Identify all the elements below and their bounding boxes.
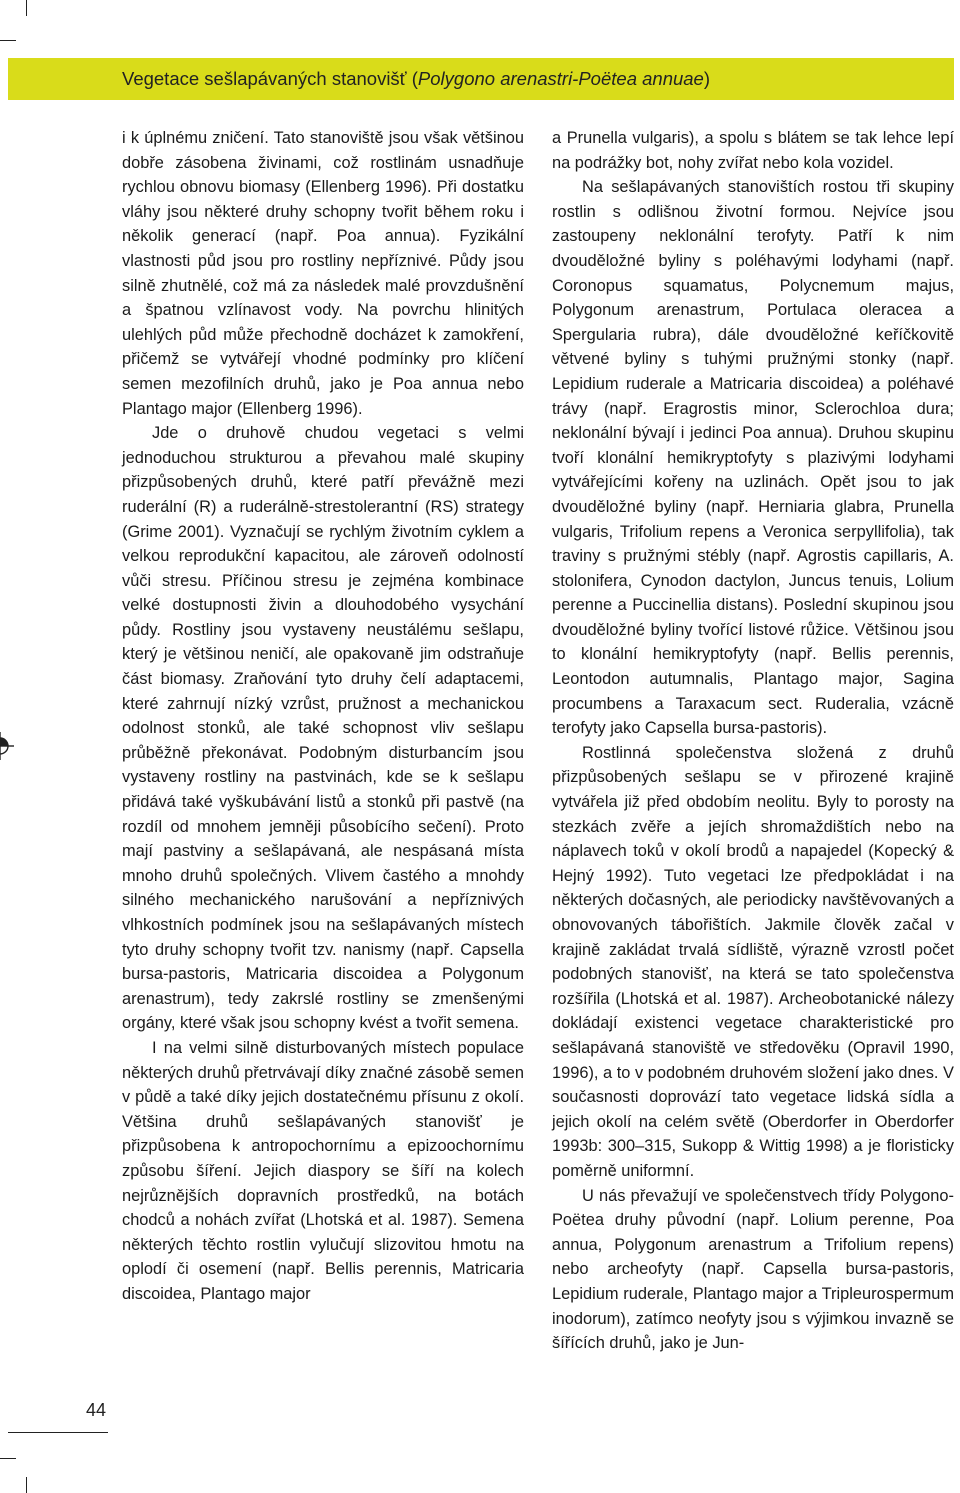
crop-mark-bottom-left-v [26, 1477, 27, 1493]
left-paragraph-2: Jde o druhově chudou vegetaci s velmi jednoduchou strukturou a převahou malé skupiny přizpůsobených druhů, které patří převážně mezi ruderální (R) a ruderálně-strestolerantní (RS) strategy (Grime 2001). Vyznačují se rychlým životním cyklem a velkou reprodukční kapacitou, ale zároveň odolností vůči stresu. Příčinou stresu je zejména kombinace velké dostupnosti živin a dlouhodobého vysychání půdy. Rostliny jsou vystaveny neustálému sešlapu, který je většinou neničí, ale opakovaně jim odstraňuje část biomasy. Zraňování tyto druhy čelí adaptacemi, které zahrnují nízký vzrůst, pružnost a mechanickou odolnost stonků, ale také schopnost vliv sešlapu průběžně překonávat. Podobným disturbancím jsou vystaveny rostliny na pastvinách, kde se k sešlapu přidává také vyškubávání listů a stonků při pastvě (na rozdíl od mnohem jemněji působícího sečení). Proto mají pastviny a sešlapávaná, ale nespásaná místa mnoho druhů společných. Vlivem častého a mnohdy silného mechanického narušování a nepříznivých vlhkostních podmínek jsou na sešlapávaných místech tyto druhy schopny tvořit tzv. nanismy (např. Capsella bursa-pastoris, Matricaria discoidea a Polygonum arenastrum), tedy zakrslé rostliny se zmenšenými orgány, které však jsou schopny kvést a tvořit semena. [122, 424, 524, 1033]
crop-mark-bottom-left-h [0, 1458, 16, 1459]
right-paragraph-3: Rostlinná společenstva složená z druhů přizpůsobených sešlapu se v přirozené krajině vytvářela již před obdobím neolitu. Byly to porosty na stezkách zvěře a jejích shromaždištích nebo na náplavech toků v okolí brodů a napajedel (Kopecký & Hejný 1992). Tuto vegetaci lze předpokládat i na některých dočasných, ale periodicky navštěvovaných a obnovovaných tábořištích. Jakmile člověk začal v krajině zakládat trvalá sídliště, výrazně vzrostl počet podobných stanovišť, na která se tato společenstva rozšířila (Lhotská et al. 1987). Archeobotanické nálezy dokládají existenci vegetace charakteristické pro sešlapávaná stanoviště ve středověku (Opravil 1990, 1996), a to v podobném druhovém složení jako dnes. V současnosti doprovází tato vegetace lidská sídla a jejich okolí na celém světě (Oberdorfer in Oberdorfer 1993b: 300–315, Sukopp & Wittig 1998) a je floristicky poměrně uniformní. [552, 743, 954, 1180]
page-number-rule [8, 1432, 108, 1433]
right-paragraph-4: U nás převažují ve společenstvech třídy Polygono-Poëtea druhy původní (např. Lolium perenne, Poa annua, Polygonum arenastrum a Trifolium repens) nebo archeofyty (např. Capsella bursa-pastoris, Lepidium ruderale, Plantago major a Tripleurospermum inodorum), zatímco neofyty jsou s výjimkou invazně se šířících druhů, jako je Jun- [552, 1186, 954, 1353]
crop-mark-top-left-h [0, 40, 16, 41]
crop-mark-top-left-v [26, 0, 27, 16]
page-number: 44 [86, 1400, 107, 1420]
registration-mark-icon [0, 728, 18, 764]
left-paragraph-1: i k úplnému zničení. Tato stanoviště jsou však většinou dobře zásobena živinami, což rostlinám usnadňuje rychlou obnovu biomasy (Ellenberg 1996). Při dostatku vláhy jsou některé druhy schopny tvořit během roku i několik generací (např. Poa annua). Fyzikální vlastnosti půd jsou pro rostliny nepříznivé. Půdy jsou silně zhutnělé, což má za následek malé provzdušnění a špatnou vzlínavost vody. Na povrchu hlinitých ulehlých půd může přechodně docházet k zamokření, přičemž se vytvářejí vhodné podmínky pro klíčení semen mezofilních druhů, jako je Poa annua nebo Plantago major (Ellenberg 1996). [122, 129, 524, 418]
left-column [122, 126, 524, 1307]
right-paragraph-1: a Prunella vulgaris), a spolu s blátem se tak lehce lepí na podrážky bot, nohy zvířat nebo kola vozidel. [552, 129, 954, 172]
page-title: Vegetace sešlapávaných stanovišť (Polygono arenastri-Poëtea annuae) [122, 68, 711, 89]
right-paragraph-2: Na sešlapávaných stanovištích rostou tři skupiny rostlin s odlišnou životní formou. Nejvíce jsou zastoupeny neklonální terofyty. Patří k nim dvouděložné byliny s poléhavými lodyhami (např. Coronopus squamatus, Polycnemum majus, Polygonum arenastrum, Portulaca oleracea a Spergularia rubra), dále dvouděložné keříčkovitě větvené byliny s tuhými pružnými stonky (např. Lepidium ruderale a Matricaria discoidea) a poléhavé trávy (např. Eragrostis minor, Sclerochloa dura; neklonální bývají i jedinci Poa annua). Druhou skupinu tvoří klonální hemikryptofyty s plazivými lodyhami vytvářejícími kořeny na uzlinách. Opět jsou to jak dvouděložné byliny (např. Herniaria glabra, Prunella vulgaris, Trifolium repens a Veronica serpyllifolia), tak traviny s pružnými stébly (např. Agrostis capillaris, A. stolonifera, Cynodon dactylon, Juncus tenuis, Lolium perenne a Puccinellia distans). Poslední skupinou jsou dvouděložné byliny tvořící listové růžice. Většinou jsou to klonální hemikryptofyty (např. Bellis perennis, Leontodon autumnalis, Plantago major, Sagina procumbens a Taraxacum sect. Ruderalia, vzácně terofyty jako Capsella bursa-pastoris). [552, 178, 954, 738]
right-column [552, 126, 954, 1356]
left-paragraph-3: I na velmi silně disturbovaných místech populace některých druhů přetrvávají díky značné zásobě semen v půdě a také díky jejich dostatečnému přísunu z okolí. Většina druhů sešlapávaných stanovišť je přizpůsobena k antropochornímu a epizoochornímu způsobu šíření. Jejich diaspory se šíří na kolech nejrůznějších dopravních prostředků, na botách chodců a nohách zvířat (Lhotská et al. 1987). Semena některých těchto rostlin vylučují slizovitou hmotu na oplodí či osemení (např. Bellis perennis, Matricaria discoidea, Plantago major [122, 1038, 524, 1303]
